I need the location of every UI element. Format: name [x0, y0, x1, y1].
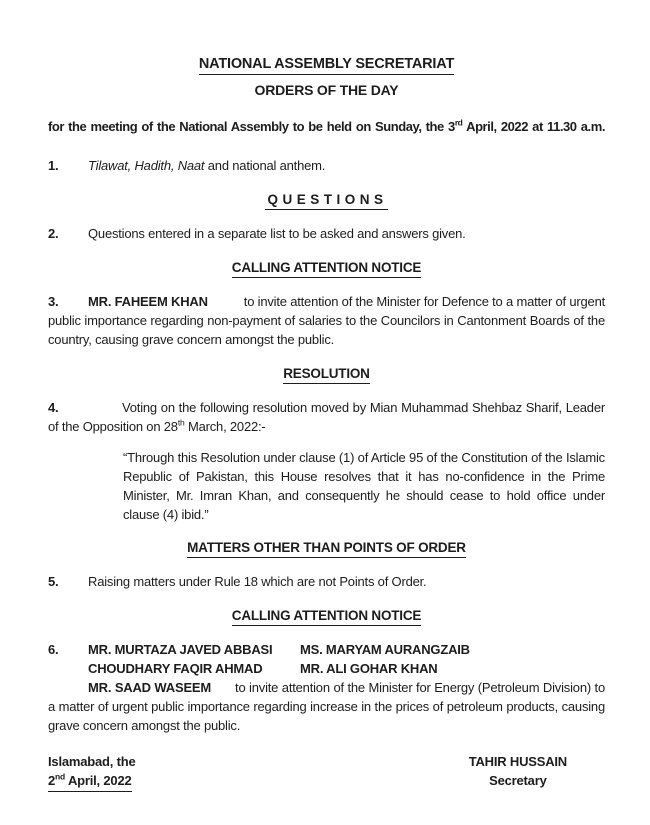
- item-1-italic-text: Tilawat, Hadith, Naat: [88, 158, 205, 173]
- meeting-info-line: [48, 119, 605, 134]
- section-heading-calling-attention-2: [48, 608, 605, 623]
- item-6-movers-block: [48, 640, 605, 678]
- page-title: [48, 56, 605, 72]
- item-6-paragraph: [48, 678, 605, 735]
- resolution-quote: “Through this Resolution under clause (1) of Article 95 of the Constitution of the Islamic Republic of Pakistan, this House resolves that it has no-confidence in the Prime Minister, Mr. Imran Khan, and consequently he should cease to hold office under clause (4) ibid.”: [123, 450, 605, 522]
- item-1-text: and national anthem.: [204, 158, 326, 173]
- footer-date-day: 2: [48, 773, 56, 788]
- item-4-text: Voting on the following resolution moved by Mian Muhammad Shehbaz Sharif, Leader of the Opposition on 28: [48, 400, 605, 434]
- section-heading-calling-attention-1-text: CALLING ATTENTION NOTICE: [232, 260, 421, 278]
- signatory-title: Secretary: [489, 773, 547, 788]
- section-heading-calling-attention-2-text: CALLING ATTENTION NOTICE: [232, 608, 421, 626]
- footer-date-ordinal: nd: [55, 771, 66, 782]
- footer-date: [48, 771, 132, 792]
- section-heading-resolution: [48, 366, 605, 381]
- item-2-number: 2.: [48, 226, 59, 241]
- agenda-item-2: [48, 224, 605, 243]
- section-heading-matters-other: [48, 540, 605, 555]
- meeting-info-text: for the meeting of the National Assembly to be held on Sunday, the 3: [48, 119, 455, 134]
- agenda-item-5: [48, 572, 605, 591]
- item-5-text: Raising matters under Rule 18 which are not Points of Order.: [88, 574, 427, 589]
- item-3-number: 3.: [48, 294, 59, 309]
- agenda-item-4: [48, 398, 605, 436]
- item-6-text: to invite attention of the Minister for Energy (Petroleum Division) to a matter of urgent public importance regarding increase in the prices of petroleum products, causing grave concern amongst the public.: [48, 680, 606, 733]
- signatory-name: TAHIR HUSSAIN: [468, 754, 567, 769]
- section-heading-calling-attention-1: [48, 260, 605, 275]
- item-6-movers-grid: [88, 640, 605, 678]
- item-6-mover-1: MR. MURTAZA JAVED ABBASI: [88, 642, 273, 657]
- meeting-info-text-after: April, 2022 at 11.30 a.m.: [462, 119, 605, 134]
- item-4-text-after: March, 2022:-: [184, 419, 266, 434]
- item-6-mover-3: CHOUDHARY FAQIR AHMAD: [88, 661, 263, 676]
- item-2-text: Questions entered in a separate list to be asked and answers given.: [88, 226, 466, 241]
- item-1-number: 1.: [48, 158, 59, 173]
- item-3-text: to invite attention of the Minister for Defence to a matter of urgent public importance regarding non-payment of salaries to the Councilors in Cantonment Boards of the country, causing grave concern amongst the public.: [48, 294, 606, 347]
- section-heading-questions-text: QUESTIONS: [265, 192, 387, 210]
- item-4-date-ordinal: th: [177, 417, 185, 428]
- footer-signature-block: [469, 752, 567, 792]
- item-6-mover-2: MS. MARYAM AURANGZAIB: [300, 642, 470, 657]
- item-6-last-mover-name: MR. SAAD WASEEM: [88, 680, 212, 695]
- section-heading-matters-other-text: MATTERS OTHER THAN POINTS OF ORDER: [187, 540, 466, 558]
- section-heading-resolution-text: RESOLUTION: [283, 366, 370, 384]
- page-subtitle: ORDERS OF THE DAY: [254, 82, 399, 98]
- item-4-number: 4.: [48, 400, 59, 415]
- meeting-date-ordinal: rd: [454, 117, 463, 128]
- agenda-item-6: [48, 640, 605, 735]
- agenda-item-1: [48, 156, 605, 175]
- item-5-number: 5.: [48, 574, 59, 589]
- document-footer: [48, 752, 605, 792]
- footer-date-rest: April, 2022: [65, 773, 132, 788]
- footer-place-date: [48, 752, 136, 792]
- section-heading-questions: [48, 192, 605, 207]
- agenda-item-3: [48, 292, 605, 349]
- item-6-number: 6.: [48, 642, 59, 657]
- page-title-text: NATIONAL ASSEMBLY SECRETARIAT: [199, 56, 454, 75]
- item-3-mover-name: MR. FAHEEM KHAN: [88, 294, 208, 309]
- item-6-mover-4: MR. ALI GOHAR KHAN: [300, 661, 438, 676]
- footer-place: Islamabad, the: [48, 754, 136, 769]
